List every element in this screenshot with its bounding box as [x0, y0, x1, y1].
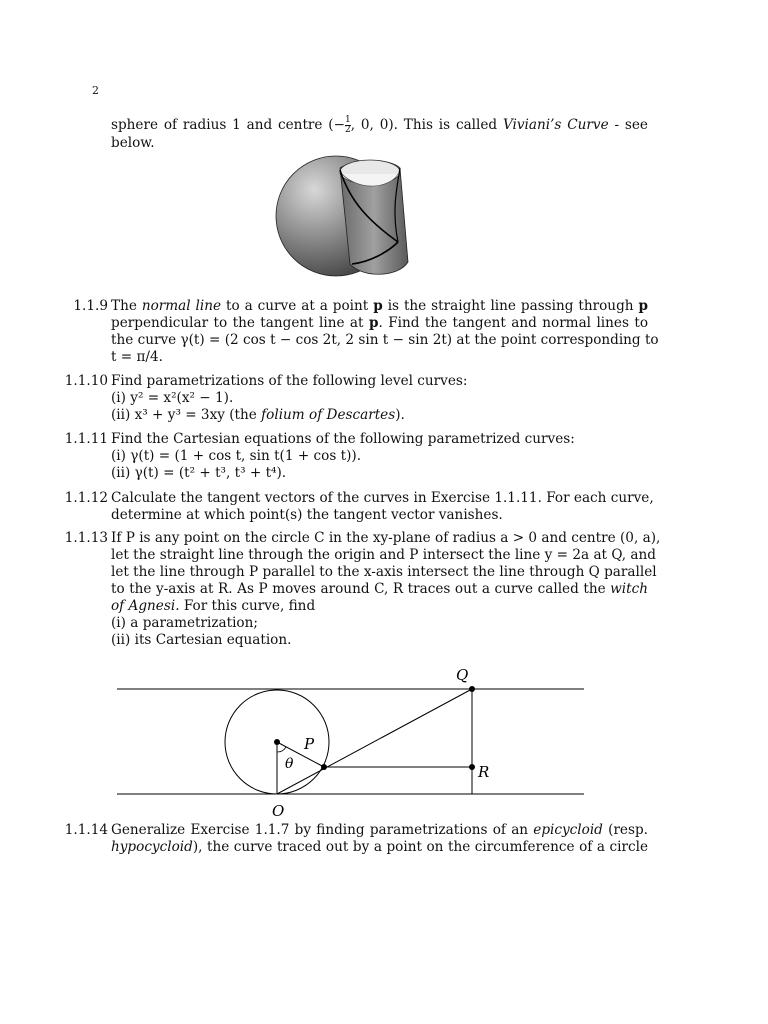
exercise-line: Find parametrizations of the following level curves: — [111, 373, 468, 389]
exercise-line: (i) γ(t) = (1 + cos t, sin t(1 + cos t)). — [111, 448, 362, 464]
exercise-number: 1.1.12 — [64, 490, 108, 506]
center-point — [274, 739, 280, 745]
exercise-line: (ii) its Cartesian equation. — [111, 632, 292, 648]
exercise-1-1-11 — [111, 431, 575, 482]
exercise-1-1-13 — [111, 530, 661, 649]
one-half-fraction: $\frac{1}{2}$ — [344, 115, 351, 135]
exercise-1-1-10 — [111, 373, 467, 424]
exercise-1-1-12 — [111, 490, 654, 524]
exercise-1-1-14 — [111, 822, 648, 856]
label-q: Q — [456, 666, 469, 684]
theta-arc — [277, 747, 286, 752]
exercise-line: let the line through P parallel to the x-axis intersect the line through Q parallel — [111, 564, 657, 580]
exercise-line: (i) a parametrization; — [111, 615, 258, 631]
exercise-line: let the straight line through the origin and P intersect the line y = 2a at Q, and — [111, 547, 656, 563]
label-o: O — [272, 802, 285, 820]
intro-line-1: sphere of radius 1 and centre (− $\frac{1}{2}$ , 0, 0). This is called Viviani’s Curve - see — [111, 115, 648, 135]
intro-paragraph — [111, 116, 648, 152]
intro-line-2: below. — [111, 135, 155, 151]
exercise-number: 1.1.11 — [64, 431, 108, 447]
exercise-line: to the y-axis at R. As P moves around C, R traces out a curve called the witch — [111, 581, 648, 597]
point-q — [469, 686, 475, 692]
exercise-line: determine at which point(s) the tangent vector vanishes. — [111, 507, 503, 523]
exercise-line: Generalize Exercise 1.1.7 by finding parametrizations of an epicycloid (resp. — [111, 822, 648, 838]
exercise-line: hypocycloid), the curve traced out by a point on the circumference of a circle — [111, 839, 648, 855]
exercise-line: t = π/4. — [111, 349, 163, 365]
exercise-line: the curve γ(t) = (2 cos t − cos 2t, 2 sin t − sin 2t) at the point corresponding to — [111, 332, 659, 348]
label-r: R — [478, 763, 490, 781]
exercise-line: (ii) x³ + y³ = 3xy (the folium of Descartes). — [111, 407, 405, 423]
exercise-line: (ii) γ(t) = (t² + t³, t³ + t⁴). — [111, 465, 287, 481]
witch-of-agnesi-figure — [0, 660, 768, 825]
exercise-number: 1.1.10 — [64, 373, 108, 389]
exercise-line: of Agnesi. For this curve, find — [111, 598, 316, 614]
exercise-line: Calculate the tangent vectors of the curves in Exercise 1.1.11. For each curve, — [111, 490, 654, 506]
exercise-line: perpendicular to the tangent line at p. Find the tangent and normal lines to — [111, 315, 648, 331]
exercise-number: 1.1.13 — [64, 530, 108, 546]
page-number: 2 — [92, 84, 99, 97]
exercise-line: If P is any point on the circle C in the xy-plane of radius a > 0 and centre (0, a), — [111, 530, 661, 546]
point-r — [469, 764, 475, 770]
exercise-number: 1.1.9 — [73, 298, 108, 314]
label-theta: θ — [285, 756, 294, 772]
point-p — [321, 764, 327, 770]
exercise-1-1-9 — [111, 298, 659, 366]
exercise-line: (i) y² = x²(x² − 1). — [111, 390, 234, 406]
exercise-number: 1.1.14 — [64, 822, 108, 838]
exercise-line: Find the Cartesian equations of the following parametrized curves: — [111, 431, 575, 447]
label-p: P — [304, 735, 315, 753]
exercise-line: The normal line to a curve at a point p is the straight line passing through p — [111, 298, 648, 314]
viviani-curve-figure — [270, 152, 420, 284]
